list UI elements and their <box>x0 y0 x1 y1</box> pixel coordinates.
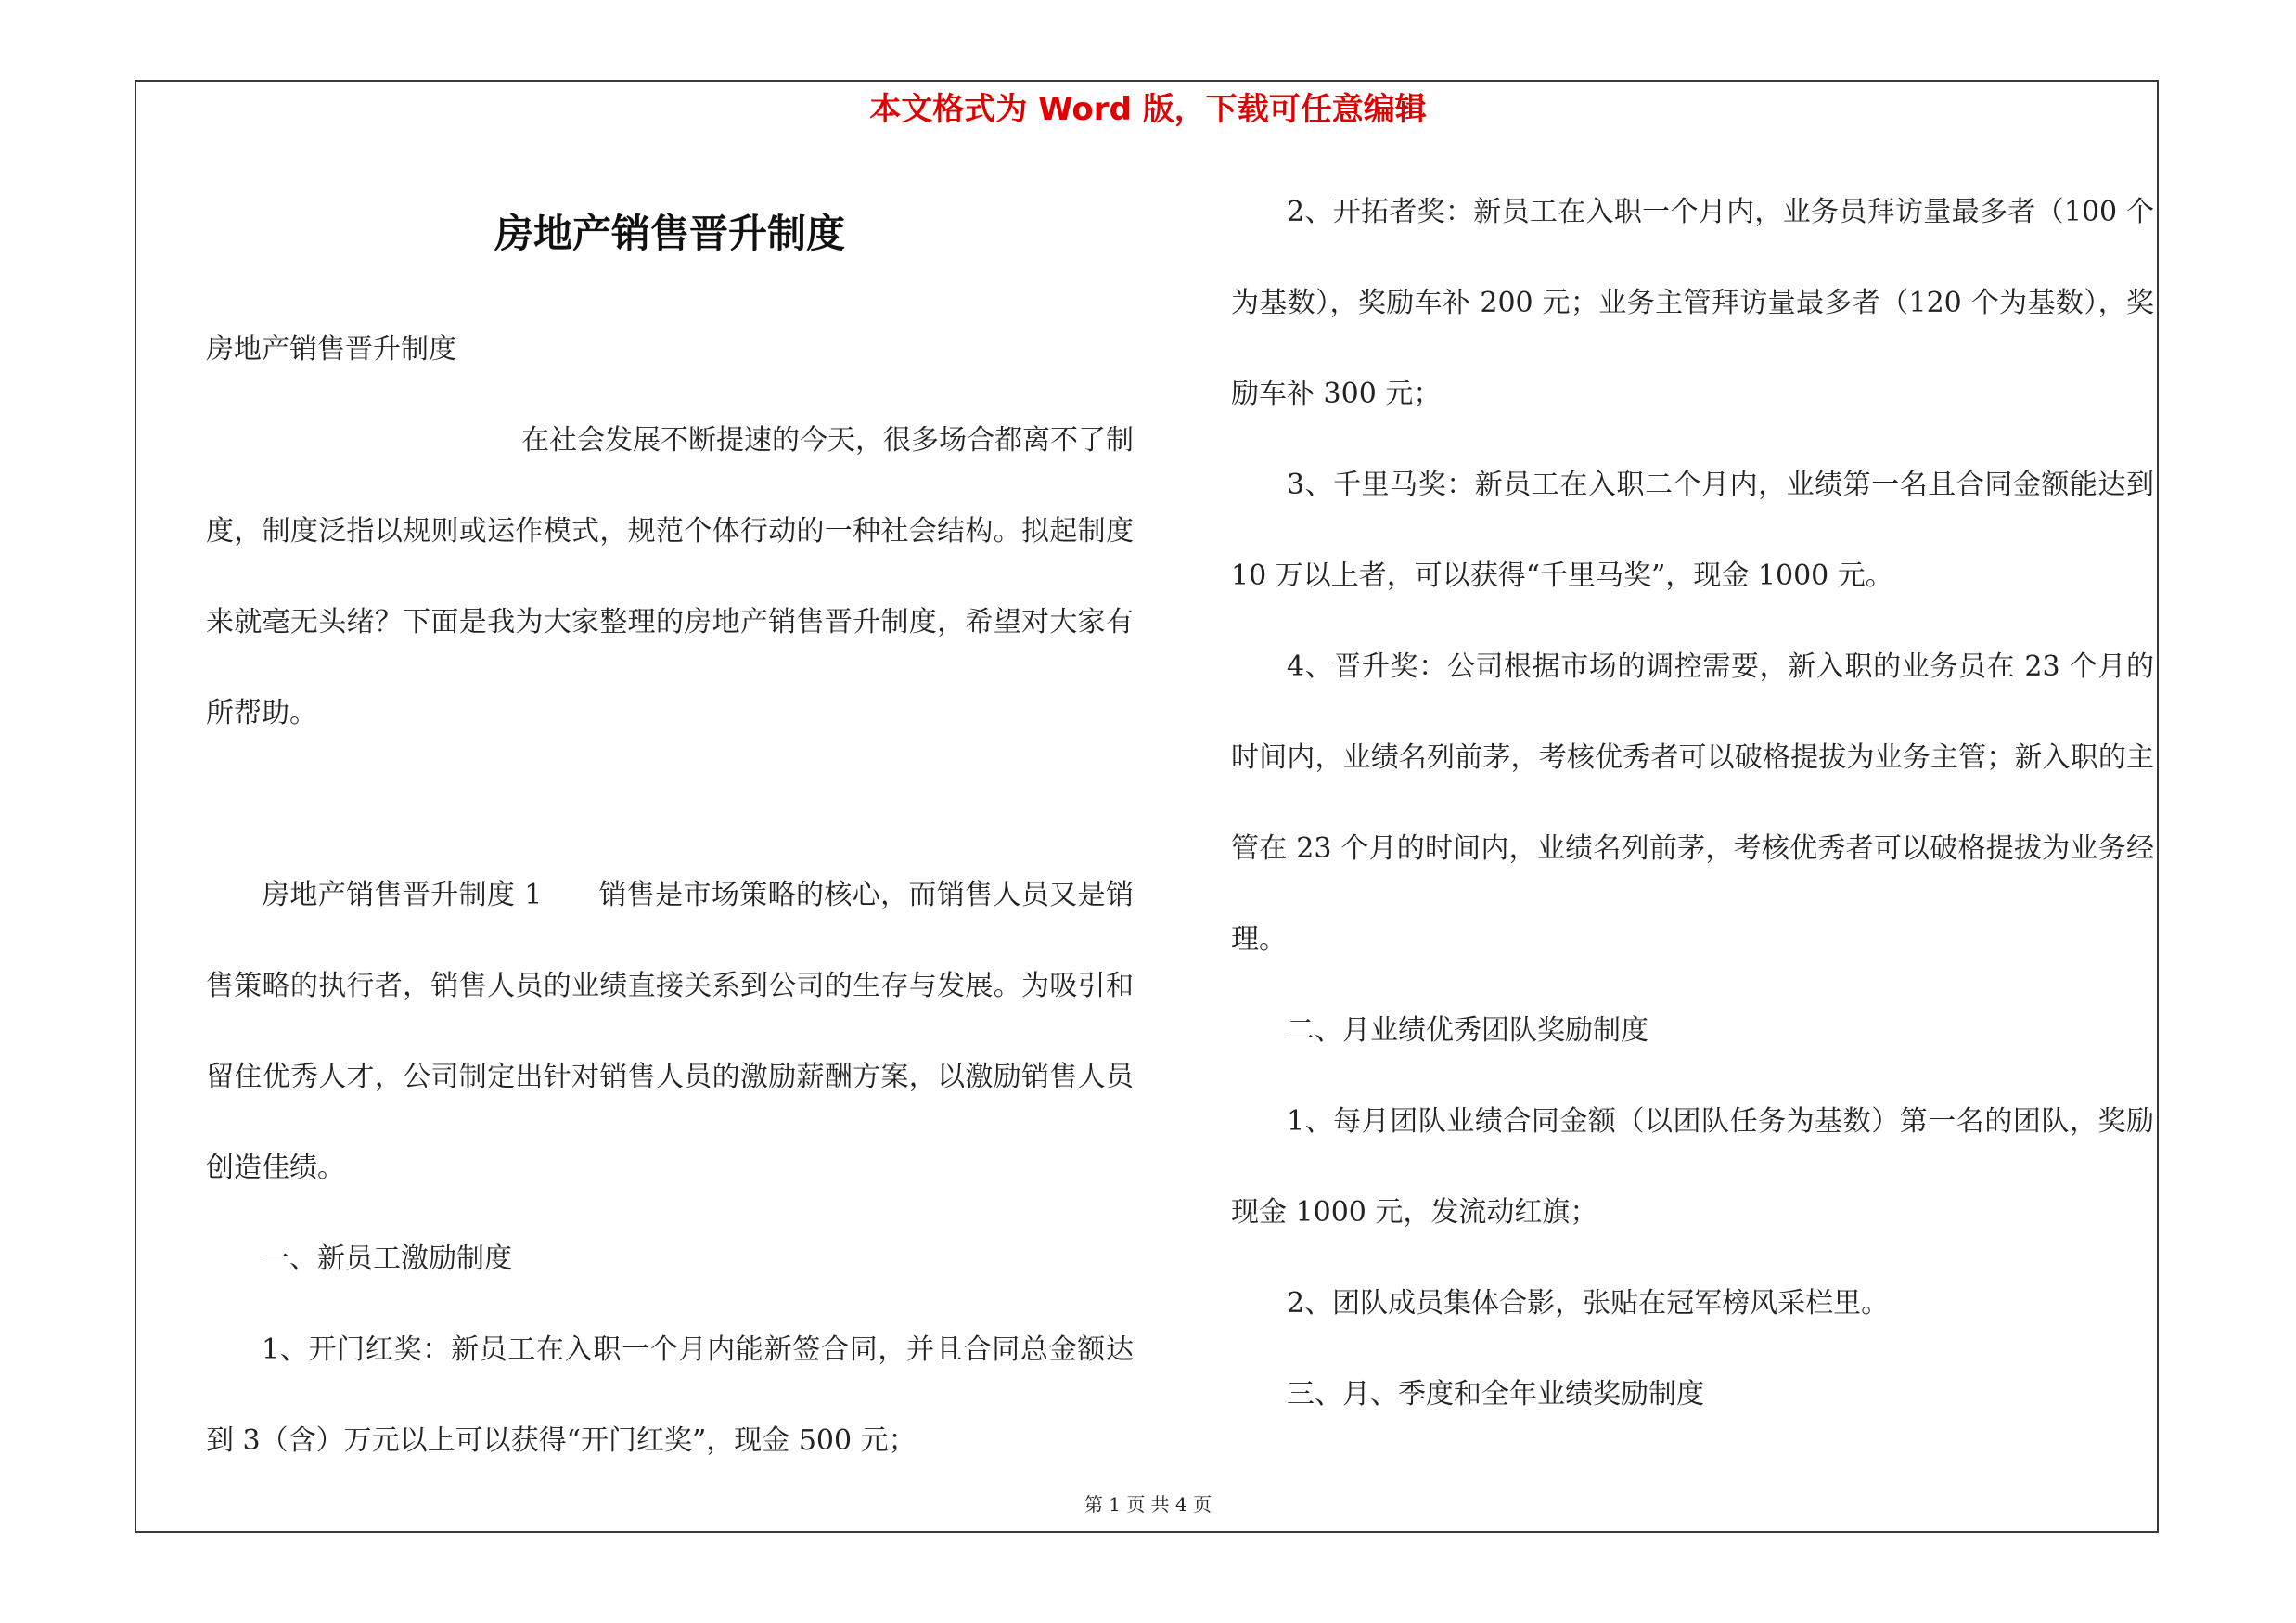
paragraph-gap <box>206 759 1134 850</box>
right-column <box>1231 167 2154 1440</box>
page-number-footer: 第 1 页 共 4 页 <box>1084 1493 1212 1515</box>
document-title: 房地产销售晋升制度 <box>494 211 845 256</box>
left-column <box>206 304 1134 1487</box>
item-team-photo: 2、团队成员集体合影，张贴在冠军榜风采栏里。 <box>1287 1287 1890 1320</box>
item-pioneer-award: 2、开拓者奖：新员工在入职一个月内，业务员拜访量最多者（100 个为基数），奖励车补 200 元；业务主管拜访量最多者（120 个为基数），奖励车补 300 元； <box>1231 196 2154 410</box>
section-heading-new-staff: 一、新员工激励制度 <box>262 1243 512 1275</box>
paragraph-sales-system-1: 房地产销售晋升制度 1 销售是市场策略的核心，而销售人员又是销售策略的执行者，销售人员的业绩直接关系到公司的生存与发展。为吸引和留住优秀人才，公司制定出针对销售人员的激励薪酬方案，以激励销售人员创造佳绩。 <box>206 879 1134 1184</box>
item-qianlima-award: 3、千里马奖：新员工在入职二个月内，业绩第一名且合同金额能达到 10 万以上者，可以获得“千里马奖”，现金 1000 元。 <box>1231 469 2154 592</box>
section-heading-team-award: 二、月业绩优秀团队奖励制度 <box>1287 1014 1648 1047</box>
item-team-cash-award: 1、每月团队业绩合同金额（以团队任务为基数）第一名的团队，奖励现金 1000 元，发流动红旗； <box>1231 1105 2154 1229</box>
word-format-banner: 本文格式为 Word 版，下载可任意编辑 <box>869 91 1427 128</box>
section-heading-period-award: 三、月、季度和全年业绩奖励制度 <box>1287 1378 1704 1410</box>
subtitle: 房地产销售晋升制度 <box>206 333 456 366</box>
item-kaimenhong-award: 1、开门红奖：新员工在入职一个月内能新签合同，并且合同总金额达到 3（含）万元以上可以获得“开门红奖”，现金 500 元； <box>206 1333 1134 1457</box>
item-promotion-award: 4、晋升奖：公司根据市场的调控需要，新入职的业务员在 23 个月的时间内，业绩名列前茅，考核优秀者可以破格提拔为业务主管；新入职的主管在 23 个月的时间内，业绩名列前茅，考核优秀者可以破格提拔为业务经理。 <box>1231 650 2154 956</box>
intro-paragraph: 在社会发展不断提速的今天，很多场合都离不了制度，制度泛指以规则或运作模式，规范个体行动的一种社会结构。拟起制度来就毫无头绪？下面是我为大家整理的房地产销售晋升制度，希望对大家有所帮助。 <box>206 424 1134 729</box>
